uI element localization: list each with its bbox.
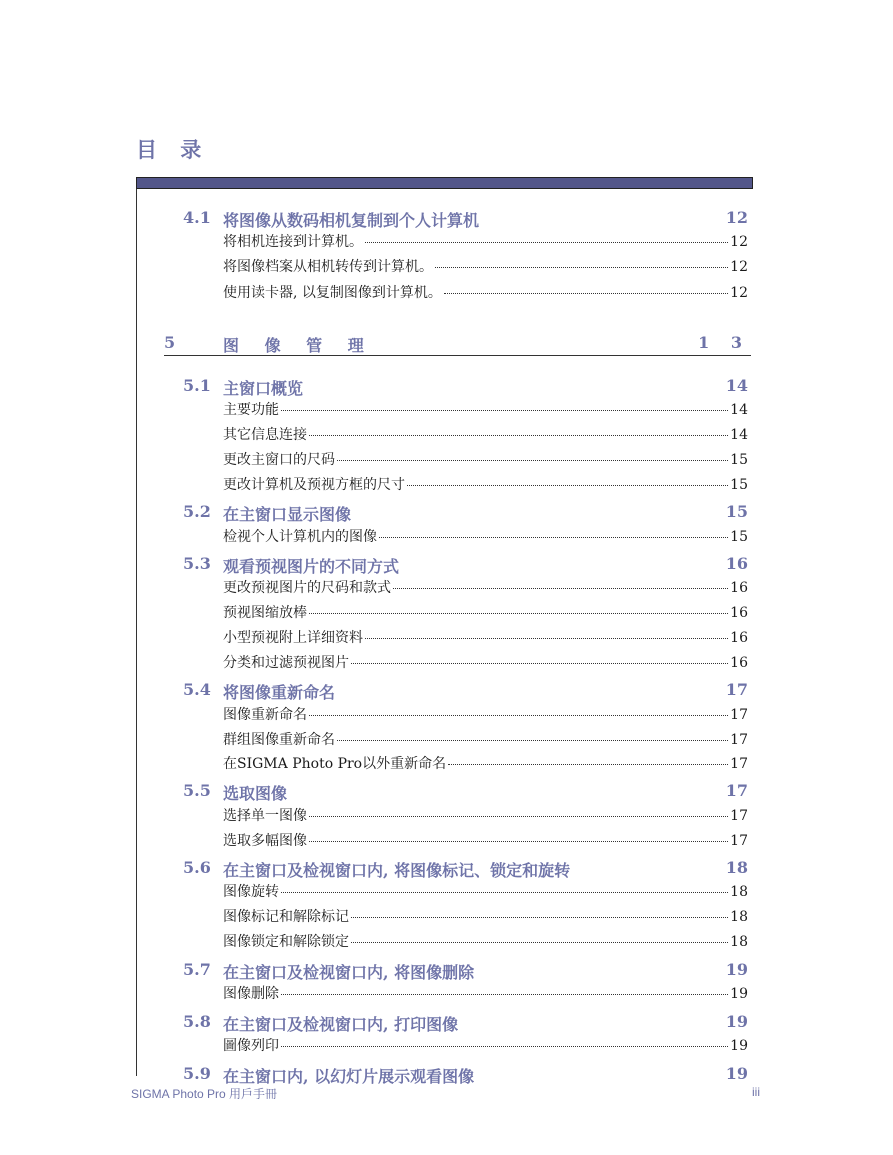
dot-leader: [365, 241, 728, 243]
section-number: 5.7: [183, 960, 211, 979]
toc-entry[interactable]: [223, 424, 748, 444]
section-page: 18: [725, 858, 748, 877]
toc-entry-page: 15: [730, 452, 748, 468]
footer-manual-title: SIGMA Photo Pro 用戶手冊: [131, 1087, 278, 1101]
section-number: 5.9: [183, 1064, 211, 1083]
dot-leader: [309, 815, 728, 817]
toc-entry-page: 15: [730, 477, 748, 493]
section-title[interactable]: 将图像重新命名: [223, 683, 336, 702]
toc-entry-text: 圖像列印: [223, 1038, 279, 1054]
toc-entry-text: 使用读卡器, 以复制图像到计算机。: [223, 285, 442, 301]
toc-entry-text: 检视个人计算机内的图像: [223, 529, 377, 545]
toc-entry-text: 主要功能: [223, 402, 279, 418]
toc-entry-text: 图像删除: [223, 986, 279, 1002]
section-number: 5.6: [183, 858, 211, 877]
dot-leader: [407, 484, 728, 486]
toc-entry-text: 图像标记和解除标记: [223, 909, 349, 925]
section-page: 19: [725, 960, 748, 979]
section-page: 17: [725, 680, 748, 699]
toc-entry[interactable]: [223, 931, 748, 951]
dot-leader: [337, 739, 728, 741]
toc-entry-page: 12: [730, 234, 748, 250]
section-page: 19: [725, 1064, 748, 1083]
toc-entry[interactable]: [223, 881, 748, 901]
toc-entry-page: 17: [730, 707, 748, 723]
section-page: 19: [725, 1012, 748, 1031]
toc-entry-text: 选择单一图像: [223, 808, 307, 824]
toc-entry-text: 图像重新命名: [223, 707, 307, 723]
toc-entry[interactable]: [223, 399, 748, 419]
section-title[interactable]: 主窗口概览: [223, 379, 304, 398]
dot-leader: [309, 612, 728, 614]
toc-entry-text: 其它信息连接: [223, 427, 307, 443]
toc-entry[interactable]: [223, 474, 748, 494]
toc-entry-page: 14: [730, 402, 748, 418]
toc-entry[interactable]: [223, 526, 748, 546]
section-page: 14: [725, 376, 748, 395]
toc-entry[interactable]: [223, 256, 748, 276]
toc-entry[interactable]: [223, 627, 748, 647]
toc-entry-text: 分类和过滤预视图片: [223, 655, 349, 671]
section-number: 5.1: [183, 376, 211, 395]
toc-entry[interactable]: [223, 652, 748, 672]
section-number: 5.4: [183, 680, 211, 699]
toc-entry-text: 选取多幅图像: [223, 833, 307, 849]
section-title[interactable]: 选取图像: [223, 784, 288, 803]
dot-leader: [435, 266, 728, 268]
chapter-title: 图 像 管 理: [223, 336, 374, 355]
toc-entry-page: 17: [730, 732, 748, 748]
toc-entry-page: 16: [730, 655, 748, 671]
section-title[interactable]: 在主窗口及检视窗口内, 打印图像: [223, 1015, 459, 1034]
toc-entry-text: 更改预视图片的尺码和款式: [223, 580, 391, 596]
toc-entry-page: 17: [730, 808, 748, 824]
toc-entry-page: 16: [730, 630, 748, 646]
section-title[interactable]: 观看预视图片的不同方式: [223, 557, 400, 576]
section-number: 5.2: [183, 502, 211, 521]
toc-entry[interactable]: [223, 805, 748, 825]
toc-entry-text: 在SIGMA Photo Pro以外重新命名: [223, 756, 447, 772]
toc-entry-text: 小型预视附上详细资料: [223, 630, 363, 646]
section-title[interactable]: 将图像从数码相机复制到个人计算机: [223, 211, 480, 230]
toc-entry[interactable]: [223, 983, 748, 1003]
dot-leader: [309, 840, 728, 842]
section-title[interactable]: 在主窗口显示图像: [223, 505, 352, 524]
toc-entry[interactable]: [223, 231, 748, 251]
section-title[interactable]: 在主窗口及检视窗口内, 将图像标记、锁定和旋转: [223, 861, 571, 880]
toc-entry-page: 18: [730, 934, 748, 950]
toc-heading: 目 录: [136, 137, 210, 162]
toc-entry-text: 更改计算机及预视方框的尺寸: [223, 477, 405, 493]
dot-leader: [448, 763, 728, 765]
chapter-number: 5: [164, 333, 176, 352]
dot-leader: [281, 1045, 728, 1047]
toc-entry-text: 预视图缩放棒: [223, 605, 307, 621]
toc-entry-page: 14: [730, 427, 748, 443]
dot-leader: [351, 916, 728, 918]
toc-entry-text: 将图像档案从相机转传到计算机。: [223, 259, 433, 275]
dot-leader: [281, 993, 728, 995]
dot-leader: [281, 891, 728, 893]
toc-entry-page: 19: [730, 986, 748, 1002]
dot-leader: [393, 587, 728, 589]
toc-entry[interactable]: [223, 282, 748, 302]
chapter-rule: [164, 355, 751, 356]
toc-entry-text: 将相机连接到计算机。: [223, 234, 363, 250]
toc-entry[interactable]: [223, 1035, 748, 1055]
section-page: 16: [725, 554, 748, 573]
toc-entry-page: 12: [730, 285, 748, 301]
section-number: 4.1: [183, 208, 211, 227]
toc-entry-page: 12: [730, 259, 748, 275]
toc-entry-page: 19: [730, 1038, 748, 1054]
toc-entry-page: 16: [730, 580, 748, 596]
section-number: 5.8: [183, 1012, 211, 1031]
toc-entry-page: 17: [730, 833, 748, 849]
toc-entry-page: 15: [730, 529, 748, 545]
dot-leader: [309, 714, 728, 716]
toc-entry-page: 18: [730, 884, 748, 900]
toc-entry[interactable]: [223, 906, 748, 926]
toc-entry[interactable]: [223, 577, 748, 597]
section-title[interactable]: 在主窗口及检视窗口内, 将图像删除: [223, 963, 475, 982]
dot-leader: [351, 941, 728, 943]
section-number: 5.5: [183, 781, 211, 800]
toc-entry-page: 17: [730, 756, 748, 772]
dot-leader: [444, 292, 728, 294]
toc-entry-text: 图像锁定和解除锁定: [223, 934, 349, 950]
toc-entry[interactable]: [223, 602, 748, 622]
toc-entry[interactable]: [223, 449, 748, 469]
dot-leader: [379, 536, 728, 538]
dot-leader: [309, 434, 728, 436]
toc-entry-page: 18: [730, 909, 748, 925]
toc-entry[interactable]: [223, 830, 748, 850]
toc-entry[interactable]: [223, 704, 748, 724]
section-title[interactable]: 在主窗口内, 以幻灯片展示观看图像: [223, 1067, 475, 1086]
section-page: 12: [725, 208, 748, 227]
dot-leader: [351, 662, 728, 664]
toc-entry[interactable]: [223, 753, 748, 773]
dot-leader: [337, 459, 728, 461]
section-number: 5.3: [183, 554, 211, 573]
toc-entry[interactable]: [223, 729, 748, 749]
toc-entry-page: 16: [730, 605, 748, 621]
dot-leader: [365, 637, 728, 639]
section-page: 17: [725, 781, 748, 800]
toc-entry-text: 更改主窗口的尺码: [223, 452, 335, 468]
dot-leader: [281, 409, 728, 411]
section-page: 15: [725, 502, 748, 521]
toc-entry-text: 图像旋转: [223, 884, 279, 900]
toc-entry-text: 群组图像重新命名: [223, 732, 335, 748]
chapter-page: 1 3: [698, 333, 750, 352]
footer-page-number: iii: [752, 1085, 760, 1099]
